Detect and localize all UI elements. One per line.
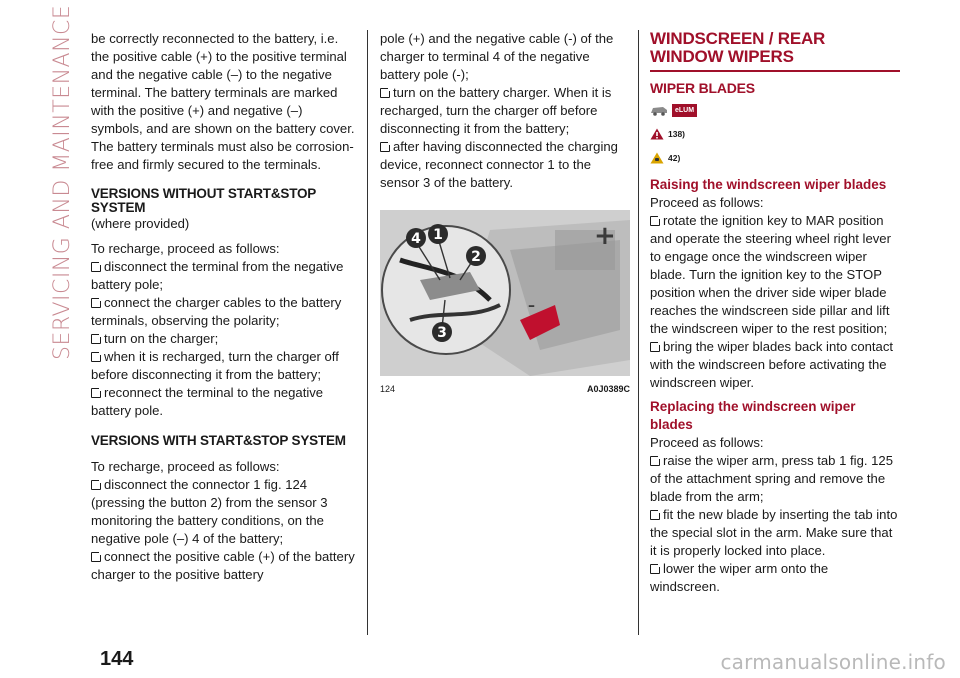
battery-figure — [380, 210, 630, 376]
checkbox-bullet-icon — [91, 262, 101, 272]
list-item: lower the wiper arm onto the windscreen. — [650, 561, 829, 594]
checkbox-bullet-icon — [91, 334, 101, 344]
heading-wipers: WINDSCREEN / REAR WINDOW WIPERS — [650, 29, 826, 66]
where-provided-note: (where provided) — [91, 216, 190, 231]
figure-code: A0J0389C — [586, 384, 630, 394]
figure-number: 124 — [380, 384, 396, 394]
list-item: reconnect the terminal to the negative battery pole. — [91, 385, 324, 418]
checkbox-bullet-icon — [91, 552, 101, 562]
caution-reference: 42) — [668, 153, 681, 163]
column-1 — [91, 30, 355, 584]
section-title: SERVICING AND MAINTENANCE — [50, 4, 75, 360]
list-item: turn on the charger; — [91, 330, 355, 348]
elum-row — [650, 102, 900, 118]
list-item: disconnect the connector 1 fig. 124 (pressing the button 2) from the sensor 3 monitoring the battery conditions, on the negative pole (–) 4 of the battery; — [91, 477, 328, 546]
heading-without-start-stop: VERSIONS WITHOUT START&STOP SYSTEM — [91, 186, 316, 215]
warning-reference: 138) — [668, 129, 686, 139]
list-item: fit the new blade by inserting the tab into the special slot in the arm. Make sure that it is properly locked into place. — [650, 507, 898, 558]
heading-with-start-stop: VERSIONS WITH START&STOP SYSTEM — [91, 433, 346, 448]
svg-text:2: 2 — [471, 249, 481, 265]
checkbox-bullet-icon — [650, 510, 660, 520]
callout-2 — [466, 246, 486, 266]
column-divider — [638, 30, 639, 635]
checkbox-bullet-icon — [650, 564, 660, 574]
column-divider — [367, 30, 368, 635]
svg-text:1: 1 — [433, 227, 443, 243]
callout-1 — [428, 224, 448, 244]
page-number: 144 — [100, 648, 134, 670]
list-item: bring the wiper blades back into contact with the windscreen before activating the windscreen wiper. — [650, 339, 894, 390]
warning-ref-row — [650, 126, 900, 142]
hand-caution-icon — [650, 152, 664, 164]
list-item: connect the charger cables to the battery terminals, observing the polarity; — [91, 295, 342, 328]
checkbox-bullet-icon — [380, 142, 390, 152]
callout-3 — [432, 322, 452, 342]
list-item: raise the wiper arm, press tab 1 fig. 125 of the attachment spring and remove the blade from the arm; — [650, 453, 893, 504]
list-item: connect the positive cable (+) of the battery charger to the positive battery — [91, 549, 355, 582]
svg-text:4: 4 — [411, 231, 421, 247]
elum-badge: eLUM — [672, 104, 697, 117]
raising-intro: Proceed as follows: — [650, 195, 764, 210]
steps-with-list — [91, 476, 355, 584]
list-item: after having disconnected the charging device, reconnect connector 1 to the sensor 3 of the battery. — [380, 139, 618, 190]
continued-paragraph: pole (+) and the negative cable (-) of the charger to terminal 4 of the negative battery pole (-); — [380, 31, 614, 82]
checkbox-bullet-icon — [91, 480, 101, 490]
list-item: disconnect the terminal from the negative battery pole; — [91, 259, 344, 292]
list-item: rotate the ignition key to MAR position and operate the steering wheel right lever to engage once the windscreen wiper blade. Turn the ignition key to the STOP position when the driver side wiper blade reaches the windscreen side pillar and lift the windscreen wiper to the rest position; — [650, 213, 891, 336]
list-item: when it is recharged, turn the charger off before disconnecting it from the battery; — [91, 349, 339, 382]
replacing-intro: Proceed as follows: — [650, 435, 764, 450]
intro-paragraph: be correctly reconnected to the battery, i.e. the positive cable (+) to the positive terminal and the negative cable (–) to the negative terminal. The battery terminals are marked with the positive (+) and negative (–) symbols, and are shown on the battery cover. The battery terminals must also be corrosion-free and firmly secured to the terminals. — [91, 31, 355, 172]
warning-triangle-icon — [650, 128, 664, 140]
checkbox-bullet-icon — [650, 216, 660, 226]
checkbox-bullet-icon — [650, 342, 660, 352]
car-icon — [650, 104, 668, 116]
heading-underline — [650, 70, 900, 72]
callout-4 — [406, 228, 426, 248]
watermark: carmanualsonline.info — [720, 650, 946, 674]
plus-sign: + — [594, 221, 616, 251]
replacing-title: Replacing the windscreen wiper blades — [650, 399, 856, 432]
minus-sign: – — [528, 298, 535, 314]
figure-caption — [380, 380, 630, 398]
column-2 — [380, 30, 630, 398]
battery-illustration — [380, 210, 630, 376]
checkbox-bullet-icon — [91, 388, 101, 398]
checkbox-bullet-icon — [650, 456, 660, 466]
checkbox-bullet-icon — [91, 352, 101, 362]
checkbox-bullet-icon — [91, 298, 101, 308]
list-item: turn on the battery charger. When it is recharged, turn the charger off before disconnecting it from the battery; — [380, 85, 612, 136]
svg-text:3: 3 — [437, 325, 447, 341]
steps-without-list — [91, 258, 355, 420]
subheading-wiper-blades: WIPER BLADES — [650, 80, 755, 96]
column-3 — [650, 30, 900, 596]
recharge-intro-2: To recharge, proceed as follows: — [91, 459, 280, 474]
recharge-intro: To recharge, proceed as follows: — [91, 241, 280, 256]
caution-ref-row — [650, 150, 900, 166]
checkbox-bullet-icon — [380, 88, 390, 98]
raising-title: Raising the windscreen wiper blades — [650, 177, 887, 192]
